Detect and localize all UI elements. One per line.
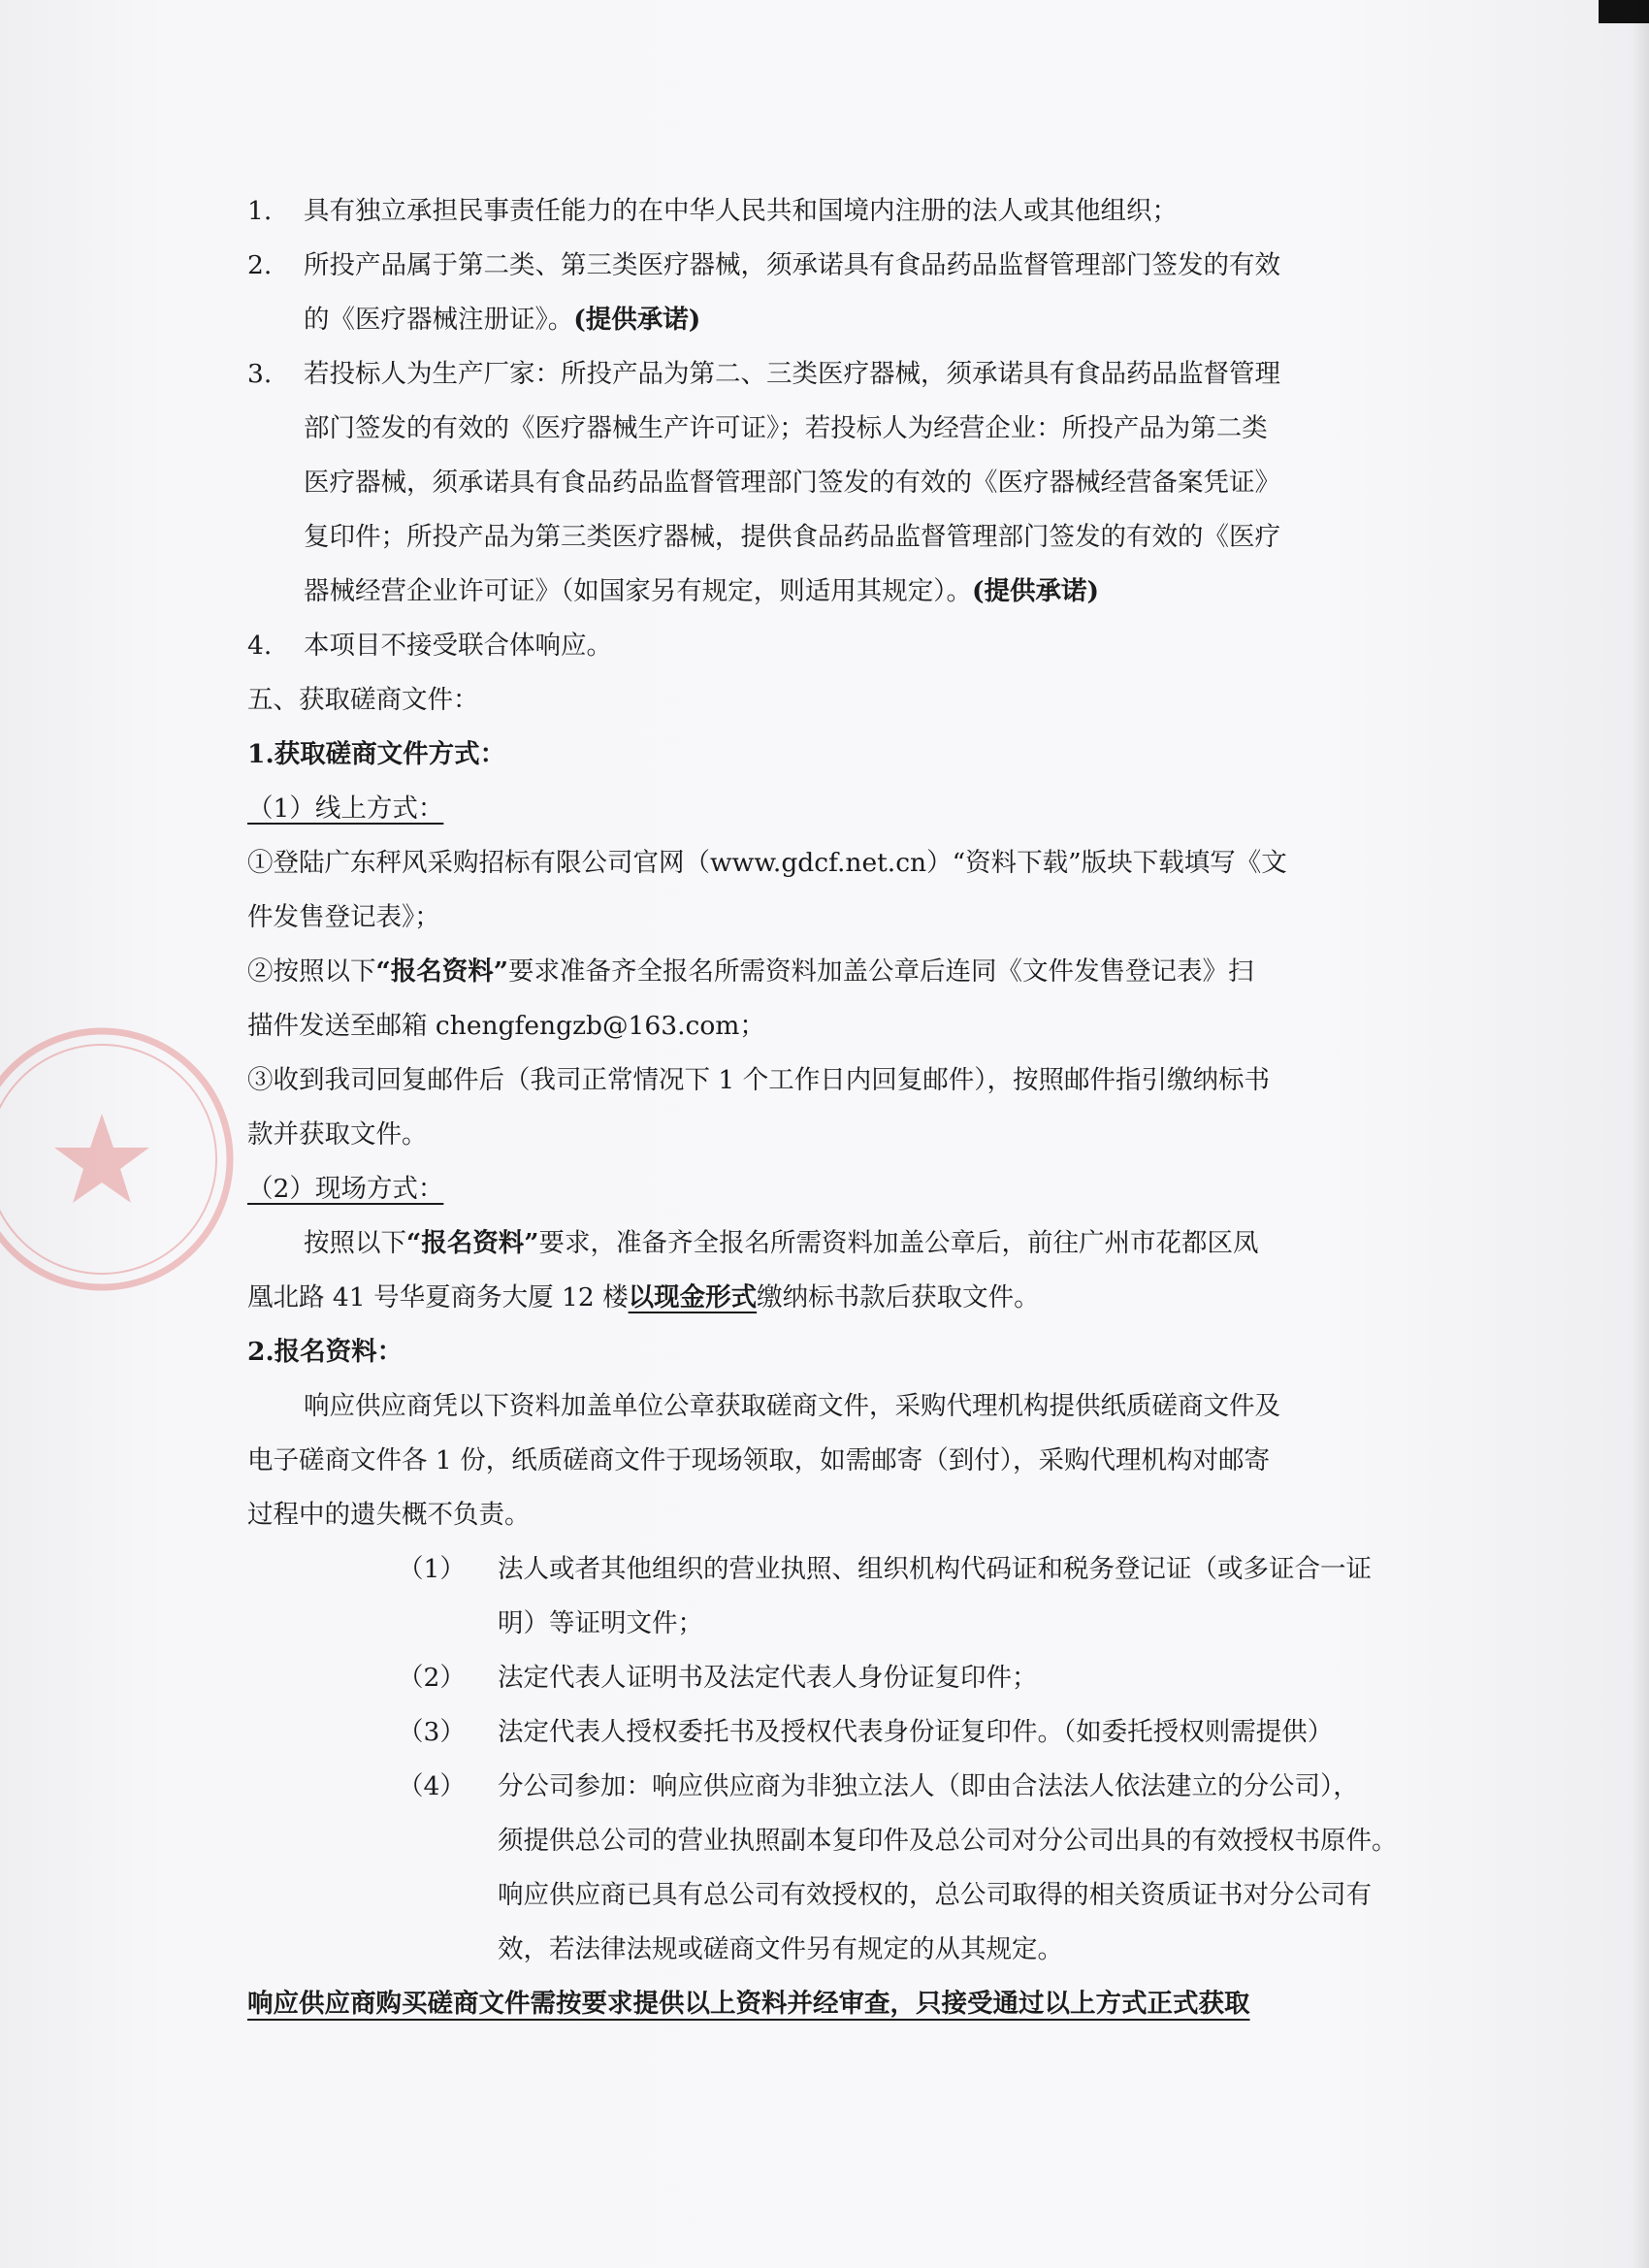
item-4: 4. 本项目不接受联合体响应。 xyxy=(247,631,612,661)
material-item-3: （3） 法定代表人授权委托书及授权代表身份证复印件。（如委托授权则需提供） xyxy=(398,1717,1334,1747)
material-item-2: （2） 法定代表人证明书及法定代表人身份证复印件； xyxy=(398,1663,1038,1693)
onsite-text-cont: 凰北路 41 号华夏商务大厦 12 楼以现金形式缴纳标书款后获取文件。 xyxy=(247,1282,1040,1312)
online-step-1: ①登陆广东秤风采购招标有限公司官网（www.gdcf.net.cn）“资料下载”版块下载填写《文 xyxy=(247,848,1287,878)
online-method-title: （1）线上方式： xyxy=(247,794,444,824)
final-note: 响应供应商购买磋商文件需按要求提供以上资料并经审查，只接受通过以上方式正式获取 xyxy=(247,1989,1250,2019)
company-seal-stamp xyxy=(0,1019,242,1300)
item-3-cont-3: 复印件；所投产品为第三类医疗器械，提供食品药品监督管理部门签发的有效的《医疗 xyxy=(304,522,1280,552)
online-step-3-cont: 款并获取文件。 xyxy=(247,1119,428,1150)
item-3-cont-2: 医疗器械，须承诺具有食品药品监督管理部门签发的有效的《医疗器械经营备案凭证》 xyxy=(304,468,1280,498)
materials-paragraph-cont-2: 过程中的遗失概不负责。 xyxy=(247,1500,531,1530)
material-item-4-cont-1: 须提供总公司的营业执照副本复印件及总公司对分公司出具的有效授权书原件。 xyxy=(498,1826,1398,1856)
material-item-4: （4） 分公司参加：响应供应商为非独立法人（即由合法法人依法建立的分公司）， xyxy=(398,1771,1359,1801)
materials-paragraph: 响应供应商凭以下资料加盖单位公章获取磋商文件，采购代理机构提供纸质磋商文件及 xyxy=(304,1391,1280,1421)
item-3: 3. 若投标人为生产厂家：所投产品为第二、三类医疗器械，须承诺具有食品药品监督管理 xyxy=(247,359,1280,389)
onsite-text: 按照以下“报名资料”要求，准备齐全报名所需资料加盖公章后，前往广州市花都区凤 xyxy=(304,1228,1259,1258)
item-2: 2. 所投产品属于第二类、第三类医疗器械，须承诺具有食品药品监督管理部门签发的有效 xyxy=(247,250,1280,280)
method-title: 1.获取磋商文件方式： xyxy=(247,739,506,769)
material-item-1: （1） 法人或者其他组织的营业执照、组织机构代码证和税务登记证（或多证合一证 xyxy=(398,1554,1372,1584)
material-item-4-cont-2: 响应供应商已具有总公司有效授权的，总公司取得的相关资质证书对分公司有 xyxy=(498,1880,1372,1910)
material-item-1-cont: 明）等证明文件； xyxy=(498,1608,703,1638)
online-step-1-cont: 件发售登记表》； xyxy=(247,902,440,932)
item-3-cont-4: 器械经营企业许可证》（如国家另有规定，则适用其规定）。(提供承诺) xyxy=(304,576,1100,606)
materials-paragraph-cont-1: 电子磋商文件各 1 份，纸质磋商文件于现场领取，如需邮寄（到付），采购代理机构对邮寄 xyxy=(247,1445,1270,1475)
item-2-cont: 的《医疗器械注册证》。(提供承诺) xyxy=(304,305,701,335)
materials-title: 2.报名资料： xyxy=(247,1337,404,1367)
item-1: 1. 具有独立承担民事责任能力的在中华人民共和国境内注册的法人或其他组织； xyxy=(247,196,1178,226)
material-item-4-cont-3: 效，若法律法规或磋商文件另有规定的从其规定。 xyxy=(498,1934,1063,1964)
item-3-cont-1: 部门签发的有效的《医疗器械生产许可证》；若投标人为经营企业：所投产品为第二类 xyxy=(304,413,1268,443)
online-step-2-cont: 描件发送至邮箱 chengfengzb@163.com； xyxy=(247,1011,765,1041)
onsite-method-title: （2）现场方式： xyxy=(247,1174,444,1204)
online-step-2: ②按照以下“报名资料”要求准备齐全报名所需资料加盖公章后连同《文件发售登记表》扫 xyxy=(247,956,1254,987)
section-5-title: 五、获取磋商文件： xyxy=(247,685,479,715)
scan-edge-shadow xyxy=(1632,0,1649,2268)
online-step-3: ③收到我司回复邮件后（我司正常情况下 1 个工作日内回复邮件），按照邮件指引缴纳标书 xyxy=(247,1065,1270,1095)
document-body xyxy=(247,184,1398,2031)
